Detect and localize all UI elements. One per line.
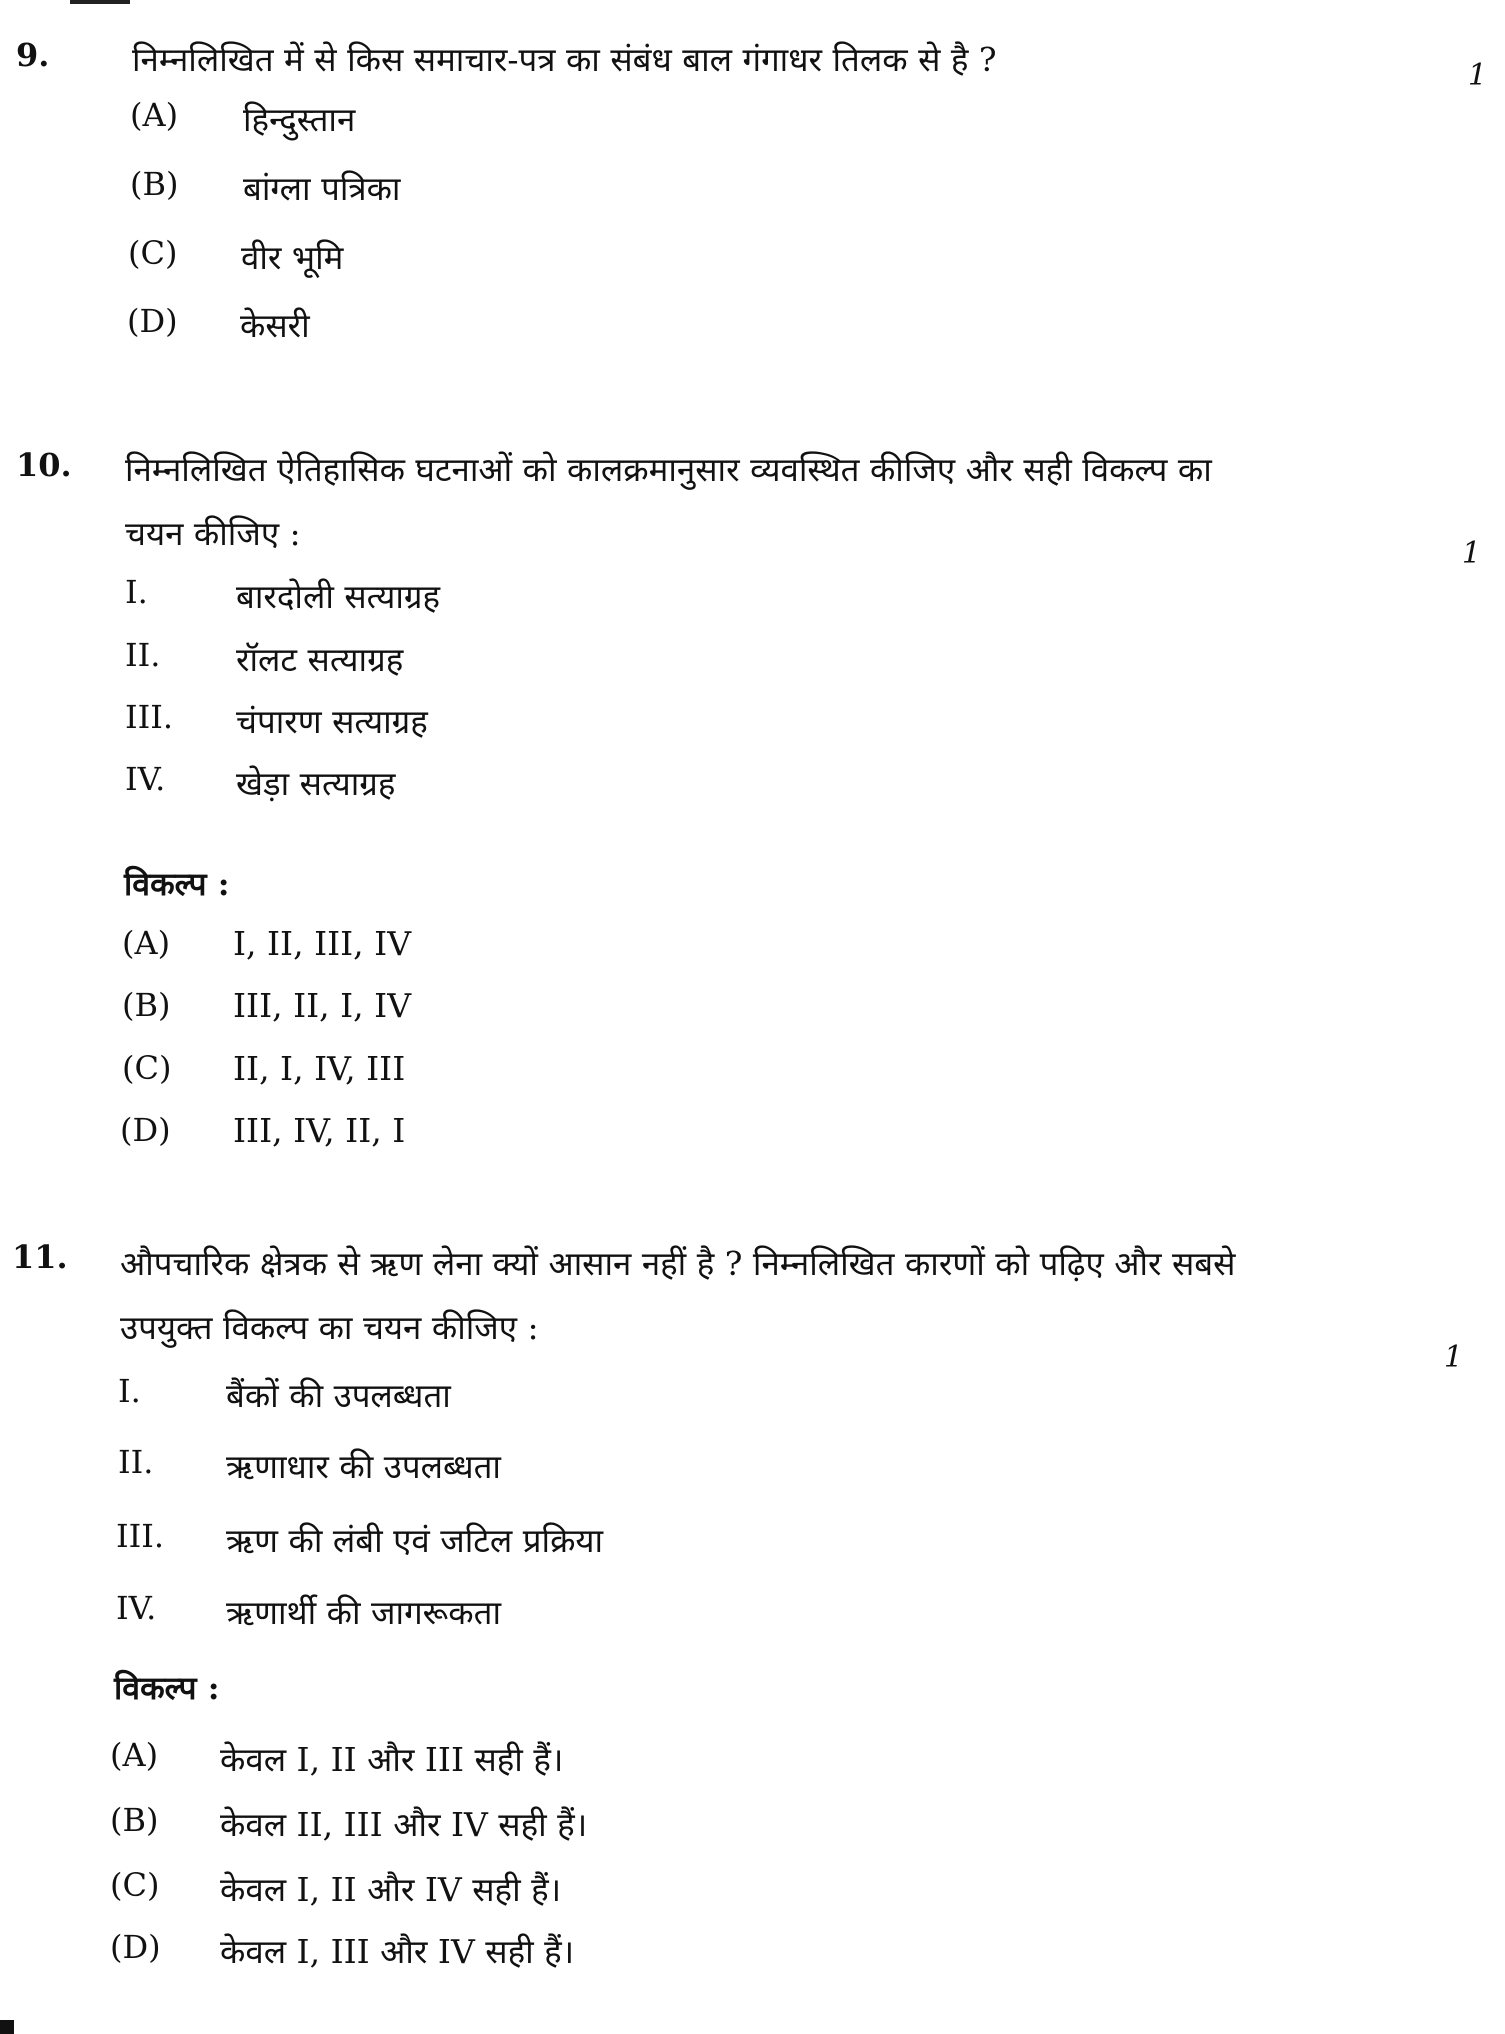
option-text: I, II, III, IV bbox=[233, 924, 412, 963]
option-label: (B) bbox=[130, 165, 179, 203]
question-text: औपचारिक क्षेत्रक से ऋण लेना क्यों आसान नहीं है ? निम्नलिखित कारणों को पढ़िए और सबसे bbox=[120, 1244, 1236, 1283]
option-text: वीर भूमि bbox=[241, 238, 344, 277]
item-label: III. bbox=[125, 698, 174, 736]
option-text: केवल I, II और III सही हैं। bbox=[220, 1740, 564, 1779]
option-label: (D) bbox=[127, 302, 178, 340]
question-text: चयन कीजिए : bbox=[125, 514, 301, 553]
option-text: बांग्ला पत्रिका bbox=[243, 169, 401, 208]
option-text: III, IV, II, I bbox=[233, 1111, 406, 1150]
item-label: I. bbox=[118, 1372, 141, 1410]
option-label: (B) bbox=[122, 986, 171, 1024]
scan-edge-mark bbox=[0, 2020, 14, 2034]
options-heading: विकल्प : bbox=[124, 865, 230, 903]
item-text: रॉलट सत्याग्रह bbox=[236, 640, 404, 679]
option-label: (D) bbox=[120, 1111, 171, 1149]
item-label: IV. bbox=[125, 760, 166, 798]
question-text: निम्नलिखित में से किस समाचार-पत्र का संबंध बाल गंगाधर तिलक से है ? bbox=[132, 40, 997, 79]
item-text: बैंकों की उपलब्धता bbox=[226, 1376, 451, 1415]
item-text: खेड़ा सत्याग्रह bbox=[236, 764, 396, 803]
question-number: 10. bbox=[16, 446, 72, 484]
marks: 1 bbox=[1443, 1340, 1463, 1375]
question-text: उपयुक्त विकल्प का चयन कीजिए : bbox=[120, 1308, 539, 1347]
item-text: ऋणार्थी की जागरूकता bbox=[226, 1593, 502, 1632]
marks: 1 bbox=[1461, 536, 1481, 571]
item-text: ऋणाधार की उपलब्धता bbox=[226, 1447, 501, 1486]
option-label: (A) bbox=[130, 96, 179, 134]
item-label: I. bbox=[125, 573, 148, 611]
item-text: चंपारण सत्याग्रह bbox=[236, 702, 428, 741]
option-text: III, II, I, IV bbox=[233, 986, 412, 1025]
option-text: केवल I, II और IV सही हैं। bbox=[220, 1870, 562, 1909]
marks: 1 bbox=[1467, 58, 1487, 93]
option-label: (B) bbox=[110, 1801, 159, 1839]
question-text: निम्नलिखित ऐतिहासिक घटनाओं को कालक्रमानुसार व्यवस्थित कीजिए और सही विकल्प का bbox=[125, 450, 1212, 489]
question-number: 9. bbox=[16, 36, 50, 74]
options-heading: विकल्प : bbox=[114, 1669, 220, 1707]
item-label: II. bbox=[125, 636, 161, 674]
option-text: केसरी bbox=[240, 306, 310, 345]
option-label: (C) bbox=[128, 234, 178, 272]
option-text: II, I, IV, III bbox=[233, 1049, 406, 1088]
option-text: केवल II, III और IV सही हैं। bbox=[220, 1805, 588, 1844]
item-text: ऋण की लंबी एवं जटिल प्रक्रिया bbox=[226, 1521, 604, 1560]
option-label: (C) bbox=[122, 1049, 172, 1087]
option-text: केवल I, III और IV सही हैं। bbox=[220, 1932, 575, 1971]
option-label: (A) bbox=[122, 924, 171, 962]
scan-edge-mark bbox=[70, 0, 130, 4]
option-label: (C) bbox=[110, 1866, 160, 1904]
item-label: II. bbox=[118, 1443, 154, 1481]
option-label: (A) bbox=[110, 1736, 159, 1774]
item-label: IV. bbox=[116, 1589, 157, 1627]
option-label: (D) bbox=[110, 1928, 161, 1966]
option-text: हिन्दुस्तान bbox=[243, 100, 356, 139]
item-text: बारदोली सत्याग्रह bbox=[236, 577, 441, 616]
question-number: 11. bbox=[12, 1238, 68, 1276]
item-label: III. bbox=[116, 1517, 165, 1555]
